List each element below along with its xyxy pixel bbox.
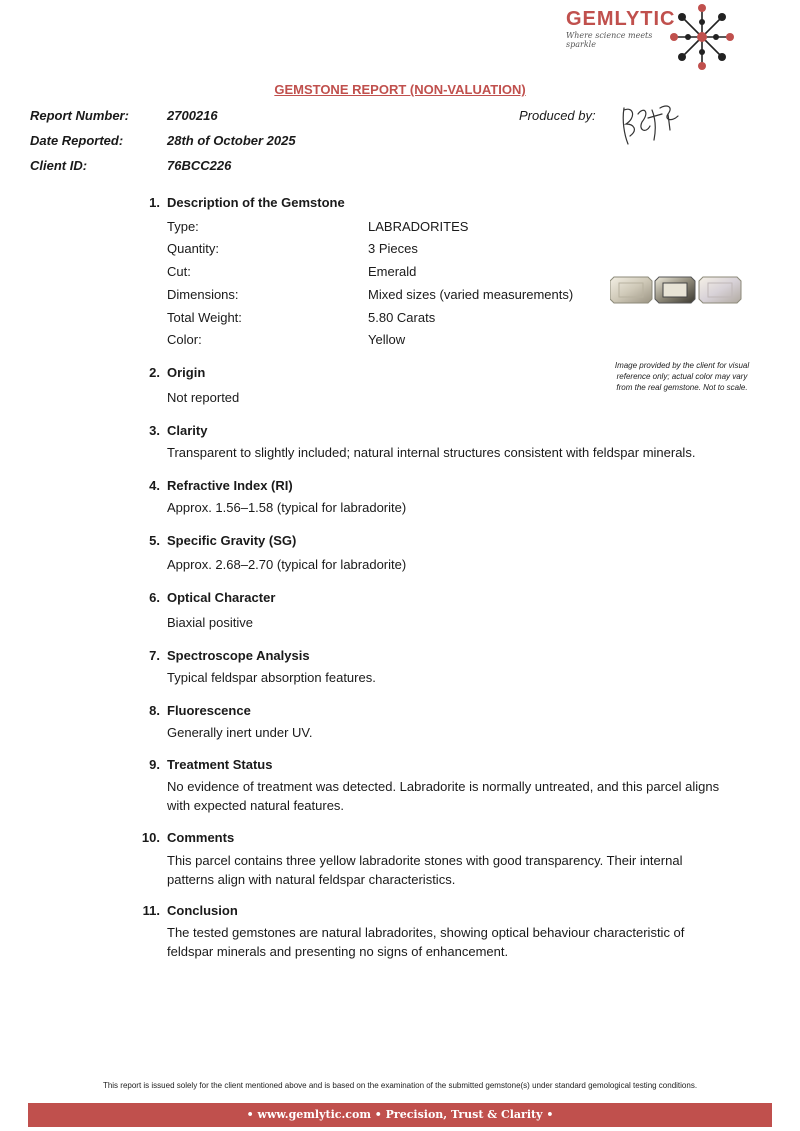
- color-value: Yellow: [368, 332, 406, 347]
- total-weight-label: Total Weight:: [167, 310, 242, 325]
- ri-text: Approx. 1.56–1.58 (typical for labradorite): [167, 500, 407, 515]
- comments-text-line2: patterns align with natural feldspar characteristics.: [167, 872, 456, 887]
- treatment-text-line2: with expected natural features.: [167, 798, 345, 813]
- section-title-treatment: Treatment Status: [167, 757, 273, 772]
- section-title-conclusion: Conclusion: [167, 903, 238, 918]
- spectroscope-text: Typical feldspar absorption features.: [167, 670, 376, 685]
- color-label: Color:: [167, 332, 202, 347]
- treatment-text-line1: No evidence of treatment was detected. Labradorite is normally untreated, and this parcel aligns: [167, 779, 720, 794]
- section-number: 8.: [149, 703, 160, 718]
- section-number: 4.: [149, 478, 160, 493]
- origin-text: Not reported: [167, 390, 240, 405]
- produced-by-label: Produced by:: [519, 108, 596, 123]
- section-title-comments: Comments: [167, 830, 235, 845]
- type-value: LABRADORITES: [368, 219, 469, 234]
- report-title: GEMSTONE REPORT (NON-VALUATION): [274, 82, 526, 97]
- brand-name: GEMLYTIC: [566, 8, 676, 30]
- conclusion-text-line2: feldspar minerals and presenting no signs of enhancement.: [167, 944, 509, 959]
- date-reported: 28th of October 2025: [167, 133, 296, 148]
- conclusion-text-line1: The tested gemstones are natural labradorites, showing optical behaviour characteristic of: [167, 925, 685, 940]
- section-title-sg: Specific Gravity (SG): [167, 533, 297, 548]
- section-title-fluorescence: Fluorescence: [167, 703, 251, 718]
- date-label: Date Reported:: [30, 133, 124, 148]
- section-number: 5.: [149, 533, 160, 548]
- brand-block: [566, 8, 676, 49]
- section-number: 2.: [149, 365, 160, 380]
- section-number: 10.: [141, 830, 160, 845]
- cut-value: Emerald: [368, 264, 417, 279]
- section-number: 6.: [149, 590, 160, 605]
- gemstone-image: [610, 275, 742, 305]
- gem-stone-1-icon: [610, 277, 652, 303]
- section-number: 1.: [149, 195, 160, 210]
- type-label: Type:: [167, 219, 199, 234]
- signature-icon: [616, 100, 686, 150]
- footer-bar: • www.gemlytic.com • Precision, Trust & Clarity •: [28, 1103, 772, 1127]
- section-title-spectroscope: Spectroscope Analysis: [167, 648, 310, 663]
- comments-text-line1: This parcel contains three yellow labradorite stones with good transparency. Their internal: [167, 853, 683, 868]
- section-title-origin: Origin: [167, 365, 206, 380]
- section-number: 7.: [149, 648, 160, 663]
- sg-text: Approx. 2.68–2.70 (typical for labradorite): [167, 557, 407, 572]
- report-number-label: Report Number:: [30, 108, 129, 123]
- total-weight-value: 5.80 Carats: [368, 310, 436, 325]
- gem-stone-3-icon: [699, 277, 741, 303]
- optical-text: Biaxial positive: [167, 615, 253, 630]
- section-title-clarity: Clarity: [167, 423, 208, 438]
- section-title-ri: Refractive Index (RI): [167, 478, 293, 493]
- dimensions-label: Dimensions:: [167, 287, 239, 302]
- section-title-description: Description of the Gemstone: [167, 195, 345, 210]
- section-number: 3.: [149, 423, 160, 438]
- quantity-label: Quantity:: [167, 241, 220, 256]
- caption-line: from the real gemstone. Not to scale.: [616, 383, 748, 392]
- section-number: 11.: [142, 903, 160, 918]
- caption-line: reference only; actual color may vary: [616, 372, 748, 381]
- clarity-text: Transparent to slightly included; natural internal structures consistent with feldspar minerals.: [167, 445, 696, 460]
- cut-label: Cut:: [167, 264, 191, 279]
- quantity-value: 3 Pieces: [368, 241, 418, 256]
- caption-line: Image provided by the client for visual: [614, 361, 750, 370]
- client-id: 76BCC226: [167, 158, 232, 173]
- section-title-optical: Optical Character: [167, 590, 276, 605]
- disclaimer: This report is issued solely for the client mentioned above and is based on the examination of the submitted gemstone(s) under standard gemological testing conditions.: [102, 1081, 698, 1090]
- gem-stone-2-icon: [655, 277, 695, 303]
- molecule-logo-icon: [664, 0, 740, 74]
- report-number: 2700216: [167, 108, 218, 123]
- client-id-label: Client ID:: [30, 158, 88, 173]
- dimensions-value: Mixed sizes (varied measurements): [368, 287, 574, 302]
- section-number: 9.: [149, 757, 160, 772]
- fluorescence-text: Generally inert under UV.: [167, 725, 313, 740]
- brand-tagline: Where science meets sparkle: [566, 31, 653, 49]
